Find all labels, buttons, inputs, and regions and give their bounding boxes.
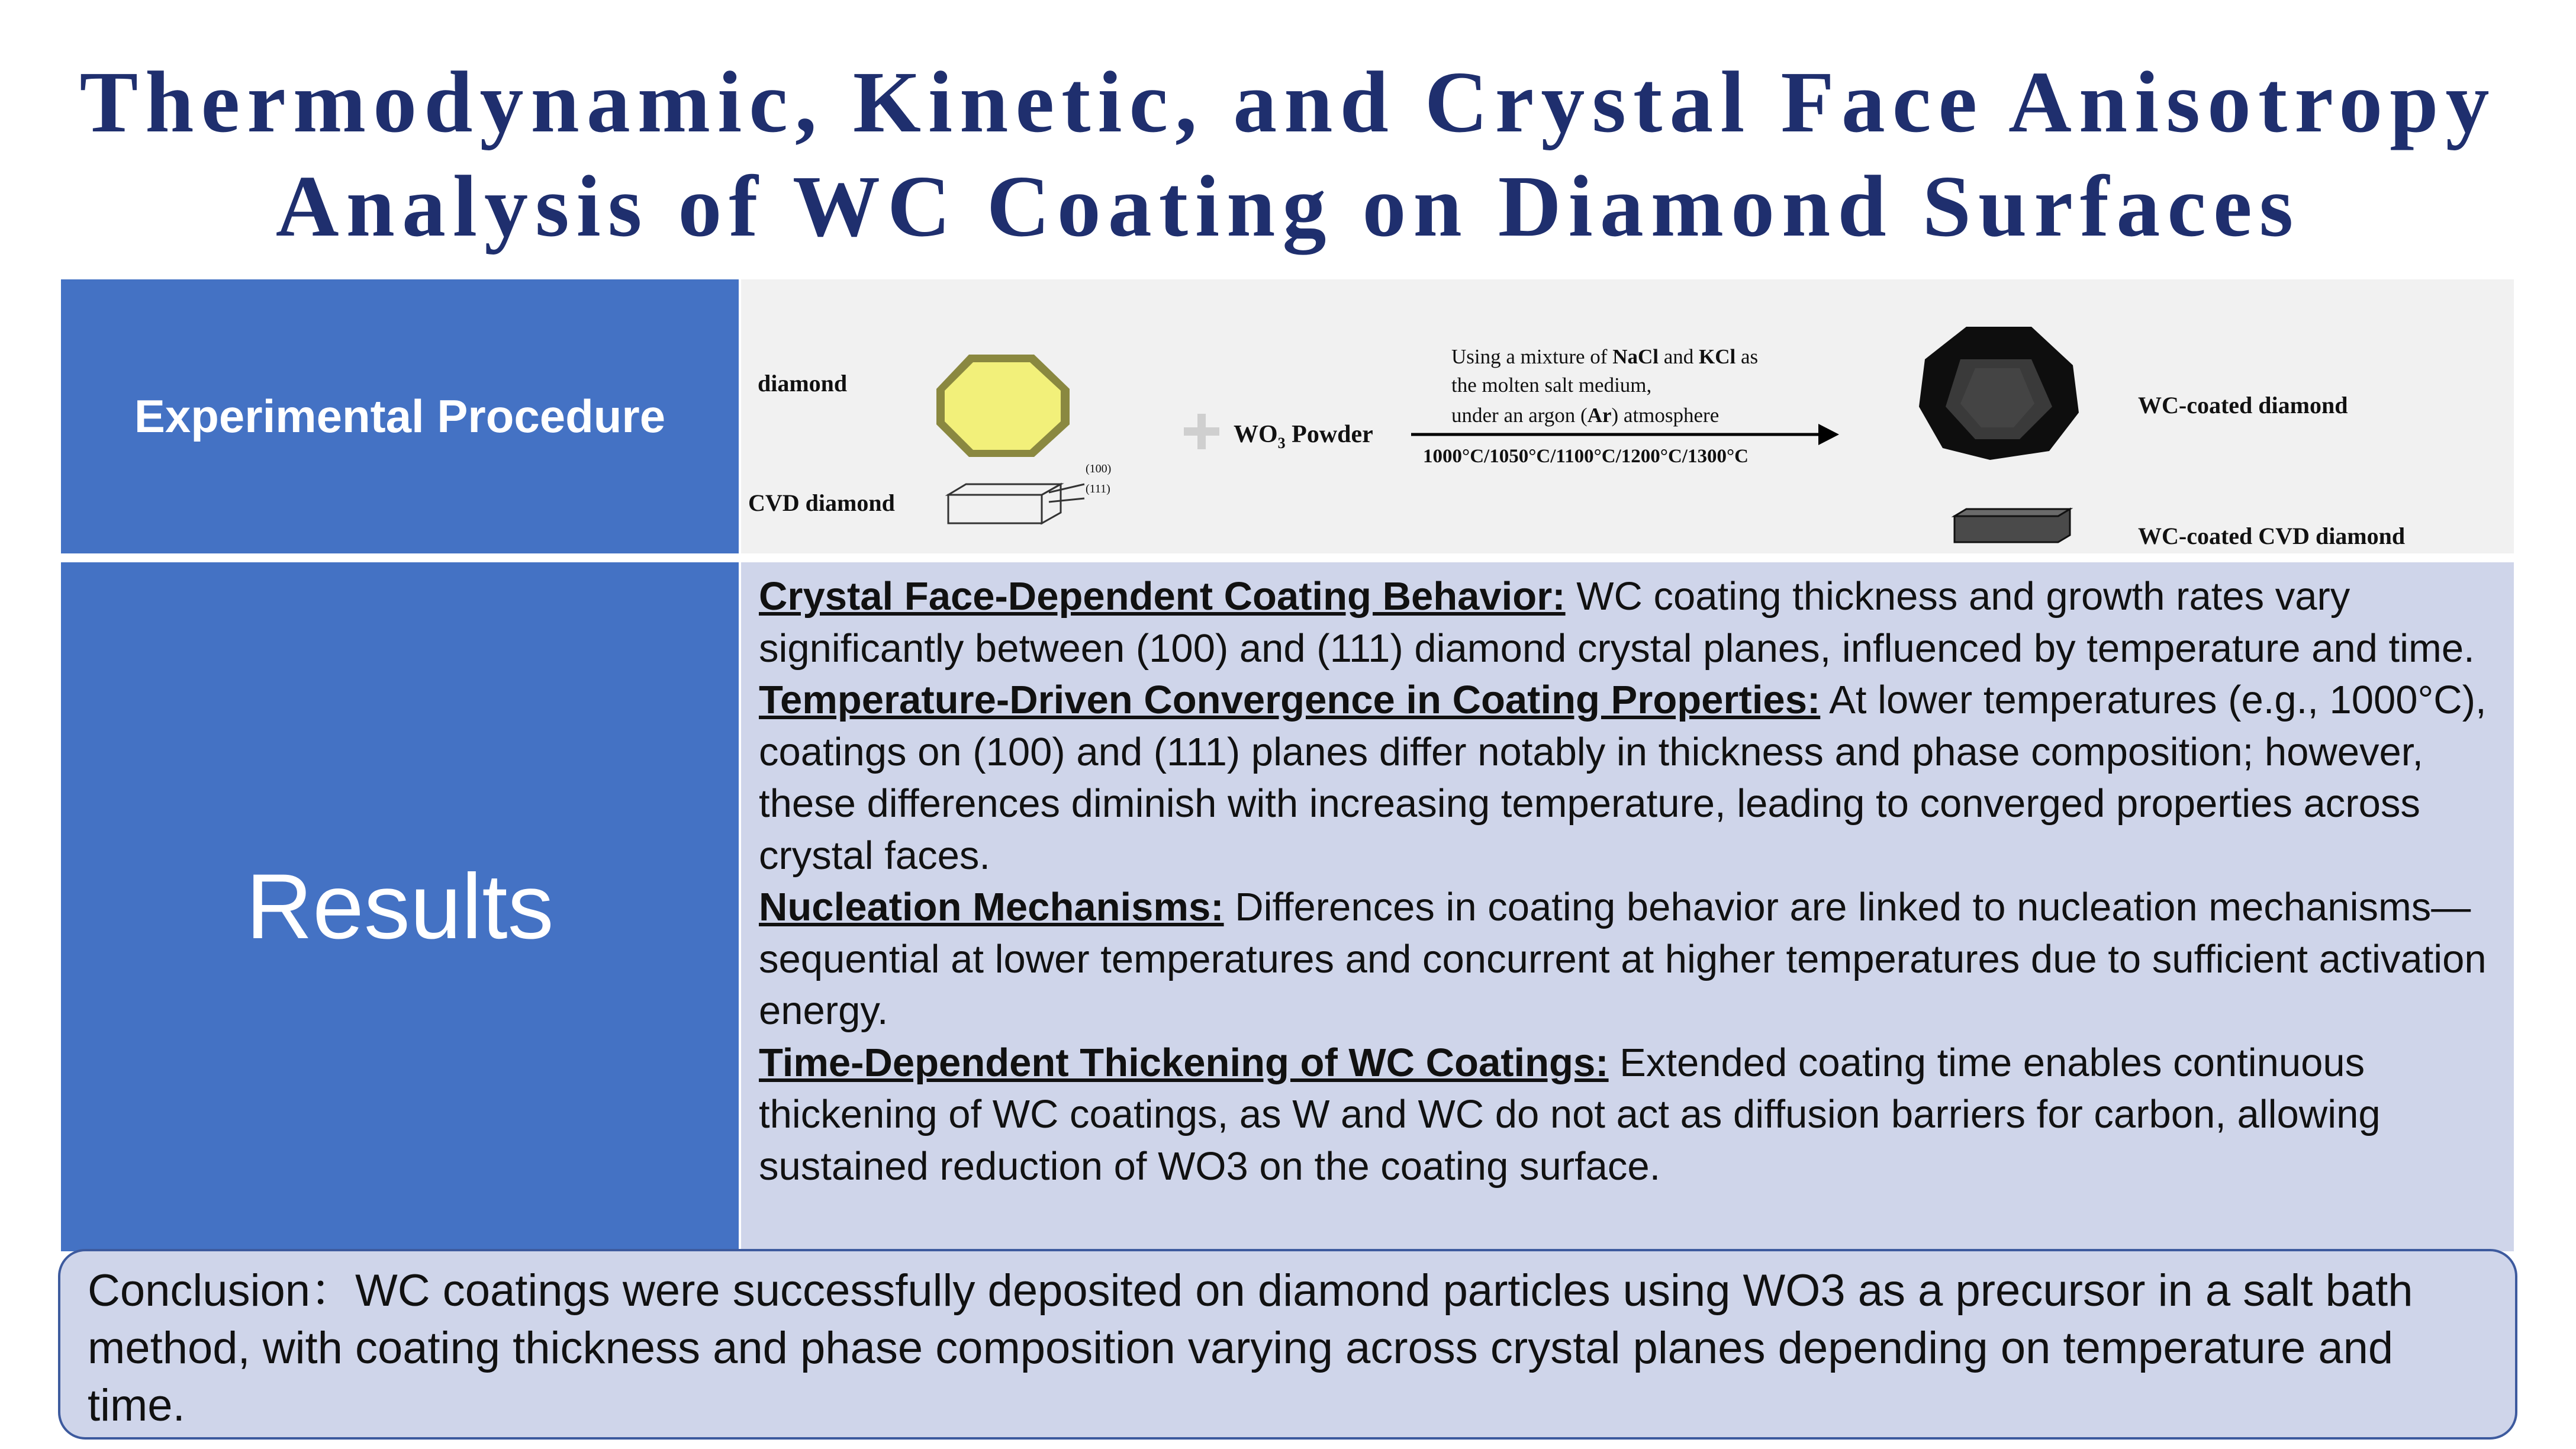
wc-coated-diamond-icon [1919, 327, 2079, 460]
temperatures-label: 1000°C/1050°C/1100°C/1200°C/1300°C [1423, 446, 1749, 467]
result-heading: Crystal Face-Dependent Coating Behavior: [759, 574, 1566, 619]
conclusion-box [58, 1249, 2517, 1440]
medium-line-1: Using a mixture of NaCl and KCl as [1451, 345, 1759, 368]
cvd-diamond-plate-icon [948, 484, 1084, 523]
conclusion-text: Conclusion：WC coatings were successfully deposited on diamond particles using WO3 as a precursor in a salt bath method, with coating thickness and phase composition varying across crystal planes depending on temperature and time. [88, 1266, 2413, 1431]
medium-line-2: the molten salt medium, [1451, 373, 1652, 397]
wo3-powder-label: $WO_3$ Powder [1234, 421, 1373, 452]
result-heading: Temperature-Driven Convergence in Coating Properties: [759, 678, 1821, 722]
result-text: Extended coating time enables continuous thickening of WC coatings, as W and WC do not act as diffusion barriers for carbon, allowing sustained reduction of WO3 on the coating surface. [759, 1040, 2381, 1189]
results-content [741, 562, 2514, 1251]
result-item [759, 571, 2496, 674]
result-text: Differences in coating behavior are linked to nucleation mechanisms—sequential at lower temperatures and concurrent at higher temperatures due to sufficient activation energy. [759, 885, 2487, 1033]
plus-icon [1184, 414, 1219, 449]
title-line-2: Analysis of WC Coating on Diamond Surfaces [275, 158, 2301, 255]
face-111-label: (111) [1086, 482, 1110, 495]
wc-coated-diamond-label: WC-coated diamond [2138, 392, 2348, 418]
procedure-diagram-svg [741, 279, 2514, 553]
diamond-label: diamond [758, 370, 848, 397]
title-line-1: Thermodynamic, Kinetic, and Crystal Face Anisotropy [79, 54, 2497, 151]
result-text: At lower temperatures (e.g., 1000°C), coatings on (100) and (111) planes differ notably in thickness and phase composition; however, these differences diminish with increasing temperature, leading to converged properties across crystal faces. [759, 678, 2487, 878]
procedure-diagram [741, 279, 2514, 553]
cvd-diamond-label: CVD diamond [748, 490, 895, 516]
face-100-label: (100) [1086, 462, 1112, 475]
result-text: WC coating thickness and growth rates vary significantly between (100) and (111) diamond crystal planes, influenced by temperature and time. [759, 574, 2475, 671]
wc-coated-cvd-label: WC-coated CVD diamond [2138, 523, 2406, 549]
diamond-particle-icon [936, 355, 1070, 457]
result-item [759, 1037, 2496, 1193]
process-arrow-icon [1411, 424, 1839, 445]
result-item [759, 674, 2496, 881]
page-title [0, 50, 2576, 259]
result-heading: Nucleation Mechanisms: [759, 885, 1224, 929]
result-heading: Time-Dependent Thickening of WC Coatings: [759, 1040, 1609, 1085]
results-label: Results [61, 562, 739, 1251]
experimental-procedure-label: Experimental Procedure [61, 279, 739, 553]
wc-coated-cvd-plate-icon [1954, 509, 2070, 542]
medium-line-3: under an argon (Ar) atmosphere [1451, 404, 1720, 427]
result-item [759, 881, 2496, 1037]
